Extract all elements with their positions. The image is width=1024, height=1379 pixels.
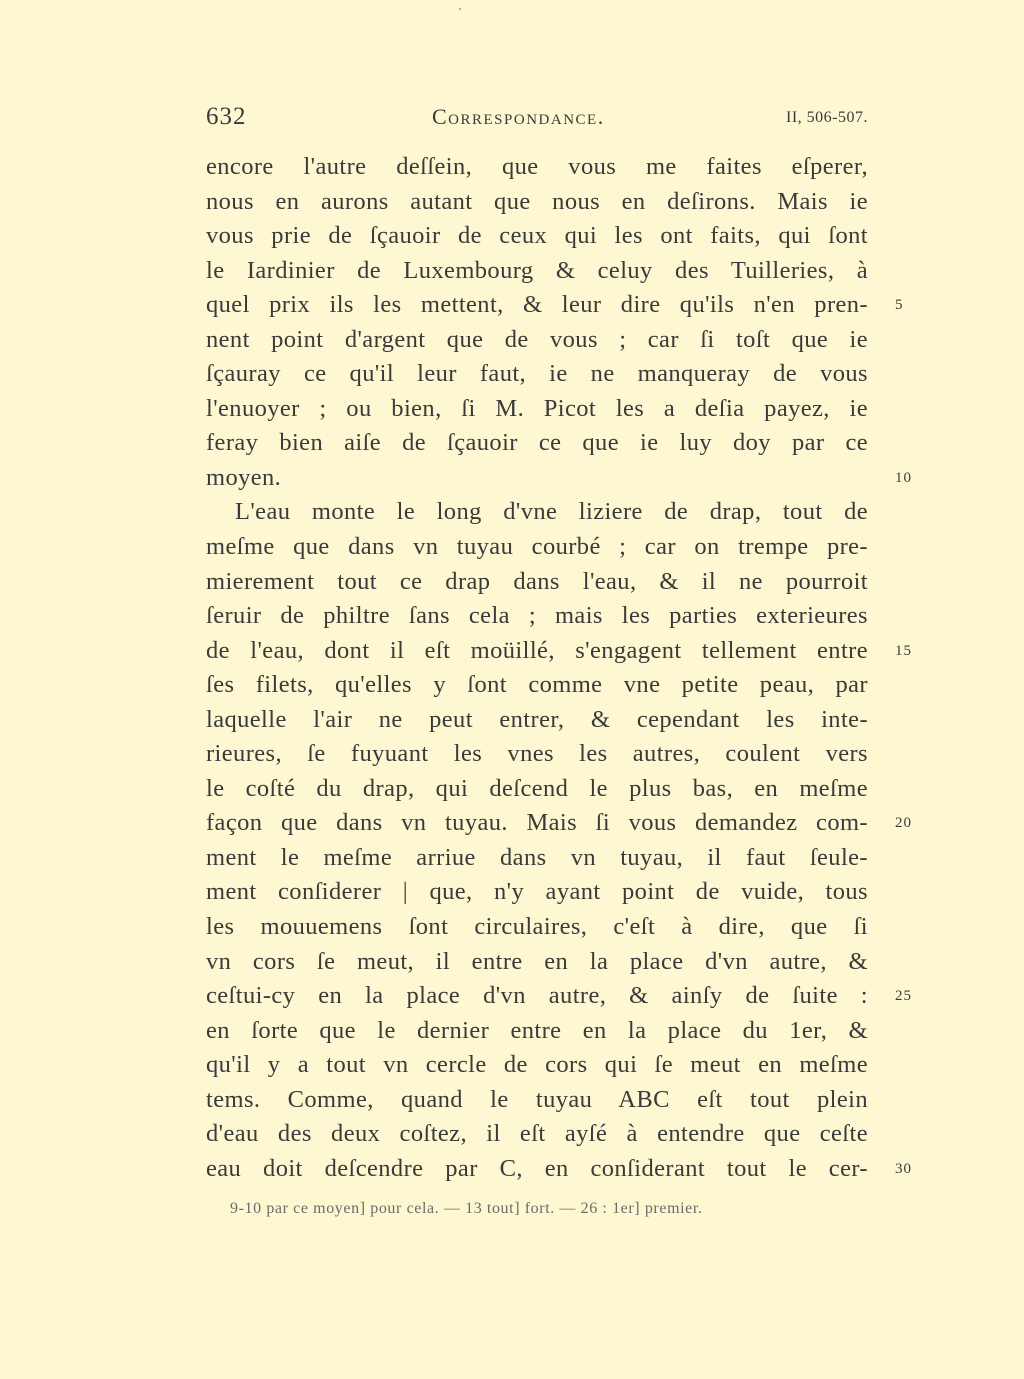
text-line-content: ment conſiderer | que, n'y ayant point de vuide, tous [206, 878, 868, 906]
text-line-content: en ſorte que le dernier entre en la place du 1er, & [206, 1016, 868, 1044]
text-line-content: vn cors ſe meut, il entre en la place d'vn autre, & [206, 947, 868, 975]
text-line-content: d'eau des deux coſtez, il eſt ayſé à entendre que ceſte [206, 1120, 868, 1148]
text-line [206, 1014, 868, 1049]
text-line-content: ſeruir de philtre ſans cela ; mais les parties exterieures [206, 602, 868, 630]
text-line [206, 323, 868, 358]
line-number: 25 [895, 988, 912, 1005]
text-line-content: ceſtui-cy en la place d'vn autre, & ainſy de ſuite : [206, 982, 868, 1010]
line-number: 30 [895, 1160, 912, 1177]
text-line [206, 1117, 868, 1152]
body-text [206, 150, 912, 1186]
text-line-content: vous prie de ſçauoir de ceux qui les ont faits, qui ſont [206, 222, 868, 250]
page-number: 632 [206, 103, 247, 130]
text-line [206, 426, 868, 461]
text-line [206, 945, 868, 980]
line-number: 10 [895, 469, 912, 486]
text-line-content: quel prix ils les mettent, & leur dire qu'ils n'en pren- [206, 291, 868, 319]
text-line-content: laquelle l'air ne peut entrer, & cependant les inte- [206, 705, 868, 733]
text-line [206, 254, 868, 289]
running-title: Correspondance. [432, 104, 605, 129]
line-number: 15 [895, 642, 912, 659]
line-number: 20 [895, 815, 912, 832]
text-line-content: nous en aurons autant que nous en deſirons. Mais ie [206, 187, 868, 215]
text-line-content: eau doit deſcendre par C, en conſiderant tout le cer- [206, 1154, 868, 1182]
text-line-content: L'eau monte le long d'vne liziere de drap, tout de [235, 498, 868, 526]
text-line-content: feray bien aiſe de ſçauoir ce que ie luy doy par ce [206, 429, 868, 457]
text-line [206, 841, 868, 876]
text-line [206, 1152, 912, 1187]
line-number: 5 [895, 297, 904, 314]
text-line-content: nent point d'argent que de vous ; car ſi toſt que ie [206, 325, 868, 353]
volume-reference: II, 506-507. [786, 109, 868, 126]
text-line [206, 461, 912, 496]
text-line [206, 875, 868, 910]
text-line-content: les mouuemens ſont circulaires, c'eſt à dire, que ſi [206, 913, 868, 941]
page-header [206, 103, 868, 137]
text-line-content: façon que dans vn tuyau. Mais ſi vous demandez com- [206, 809, 868, 837]
page-speck [459, 8, 461, 10]
text-line-content: qu'il y a tout vn cercle de cors qui ſe meut en meſme [206, 1051, 868, 1079]
text-line [206, 185, 868, 220]
text-line [206, 979, 912, 1014]
text-line [206, 668, 868, 703]
text-line-content: encore l'autre deſſein, que vous me faites eſperer, [206, 153, 868, 180]
text-line [206, 703, 868, 738]
text-line [206, 599, 868, 634]
text-line [206, 1048, 868, 1083]
text-line-content: ſes filets, qu'elles y ſont comme vne petite peau, par [206, 671, 868, 699]
text-line-content: de l'eau, dont il eſt moüillé, s'engagent tellement entre [206, 636, 868, 664]
text-line [206, 357, 868, 392]
text-line [206, 772, 868, 807]
text-line [206, 495, 868, 530]
text-line [206, 392, 868, 427]
text-line [206, 150, 868, 185]
text-line-content: moyen. [206, 463, 282, 491]
footnote-variants: 9-10 par ce moyen] pour cela. — 13 tout] fort. — 26 : 1er] premier. [230, 1200, 703, 1217]
text-line-content: le coſté du drap, qui deſcend le plus bas, en meſme [206, 774, 868, 802]
text-line-content: le Iardinier de Luxembourg & celuy des Tuilleries, à [206, 256, 868, 284]
text-line-content: l'enuoyer ; ou bien, ſi M. Picot les a deſia payez, ie [206, 394, 868, 422]
text-line-content: rieures, ſe fuyuant les vnes les autres, coulent vers [206, 740, 868, 768]
text-line [206, 530, 868, 565]
text-line [206, 806, 912, 841]
text-line [206, 910, 868, 945]
text-line [206, 634, 912, 669]
text-line-content: ſçauray ce qu'il leur faut, ie ne manqueray de vous [206, 360, 868, 388]
text-line [206, 219, 868, 254]
text-line-content: mierement tout ce drap dans l'eau, & il ne pourroit [206, 567, 868, 595]
text-line [206, 288, 904, 323]
text-line [206, 565, 868, 600]
text-line-content: ment le meſme arriue dans vn tuyau, il faut ſeule- [206, 843, 868, 871]
text-line-content: meſme que dans vn tuyau courbé ; car on trempe pre- [206, 533, 868, 561]
text-line [206, 1083, 868, 1118]
text-line [206, 737, 868, 772]
text-line-content: tems. Comme, quand le tuyau ABC eſt tout plein [206, 1085, 868, 1113]
